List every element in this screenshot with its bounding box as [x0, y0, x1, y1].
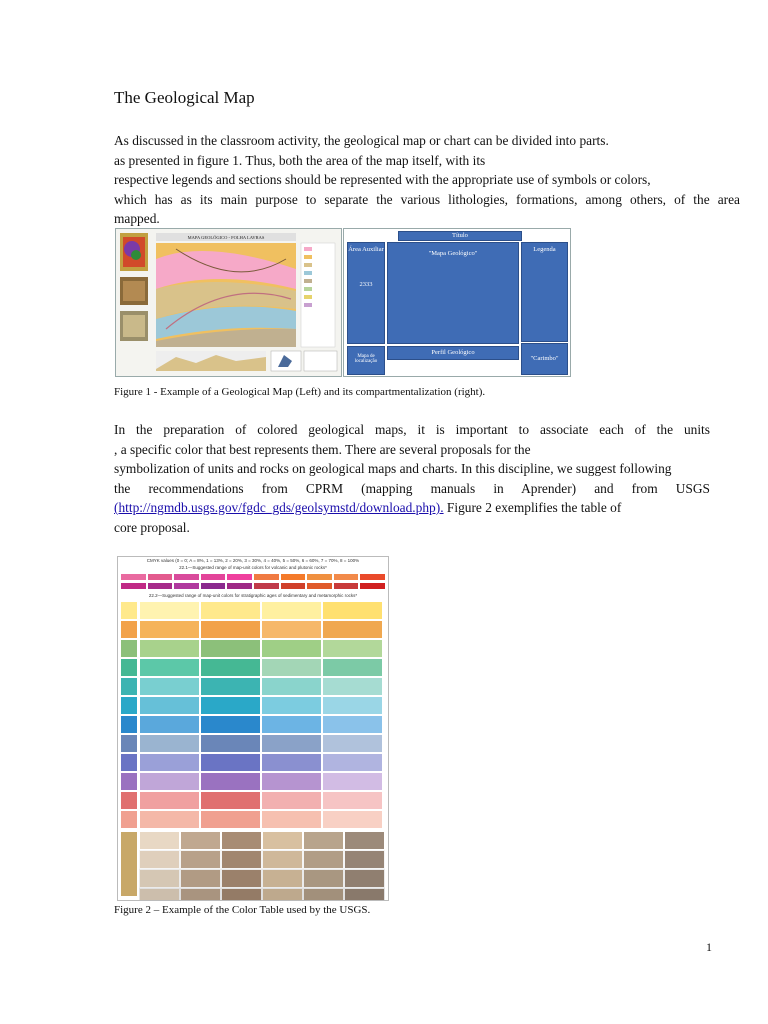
color-swatch: [120, 573, 147, 581]
color-swatch: [139, 658, 200, 677]
color-swatch: [200, 810, 261, 829]
usgs-link[interactable]: (http://ngmdb.usgs.gov/fgdc_gds/geolsymstd/download.php).: [114, 500, 444, 515]
color-swatch: [322, 677, 383, 696]
text-line: the recommendations from CPRM (mapping manuals in Aprender) and from USGS: [114, 480, 710, 496]
period-swatch: [120, 658, 138, 677]
perfil-geologico-label: Perfil Geológico: [431, 349, 475, 356]
figure2-caption: Figure 2 – Example of the Color Table used by the USGS.: [114, 904, 371, 916]
period-swatch: [120, 810, 138, 829]
area-auxiliar-code: 2333: [359, 281, 373, 288]
color-swatch: [139, 734, 200, 753]
titulo-block: [398, 231, 522, 241]
color-swatch: [261, 772, 322, 791]
color-swatch: [253, 582, 280, 590]
mapa-geologico-label: "Mapa Geológico": [428, 250, 478, 257]
color-swatch: [262, 831, 303, 850]
color-swatch: [322, 601, 383, 620]
color-swatch: [306, 573, 333, 581]
color-swatch: [303, 888, 344, 901]
page-number: 1: [706, 940, 712, 954]
color-swatch: [344, 831, 385, 850]
period-swatch: [120, 620, 138, 639]
color-swatch: [200, 772, 261, 791]
color-swatch: [200, 734, 261, 753]
text-fragment: Figure 2 exemplifies the table of: [443, 500, 622, 515]
color-swatch: [322, 791, 383, 810]
color-swatch: [261, 734, 322, 753]
color-swatch: [322, 696, 383, 715]
color-swatch: [333, 582, 360, 590]
color-swatch: [200, 753, 261, 772]
color-swatch: [303, 869, 344, 888]
color-swatch: [200, 601, 261, 620]
color-swatch: [261, 715, 322, 734]
color-swatch: [147, 582, 174, 590]
color-swatch: [139, 810, 200, 829]
color-swatch: [261, 677, 322, 696]
text-line: In the preparation of colored geological maps, it is important to associate each of the units: [114, 422, 710, 437]
legenda-label: Legenda: [533, 246, 556, 253]
text-line: [114, 498, 710, 518]
color-swatch: [261, 696, 322, 715]
text-line: core proposal.: [114, 519, 190, 535]
color-swatch: [120, 582, 147, 590]
area-auxiliar-label: Área Auxiliar: [348, 246, 384, 253]
color-swatch: [200, 715, 261, 734]
color-swatch: [139, 639, 200, 658]
color-swatch: [261, 620, 322, 639]
color-swatch: [226, 573, 253, 581]
color-swatch: [139, 869, 180, 888]
text-line: , a specific color that best represents them. There are several proposals for the: [114, 441, 531, 457]
text-line: symbolization of units and rocks on geological maps and charts. In this discipline, we suggest following: [114, 461, 672, 476]
period-swatch: [120, 677, 138, 696]
legenda-block: [521, 242, 568, 342]
color-swatch: [262, 888, 303, 901]
period-swatch: [120, 715, 138, 734]
color-table-section-2: 22.2—Suggested range of map-unit colors for stratigraphic ages of sedimentary and metamorphic rocks*: [148, 593, 358, 598]
color-swatch: [261, 791, 322, 810]
period-swatch: [120, 772, 138, 791]
second-paragraph: [114, 420, 710, 537]
geological-map-image: [115, 228, 342, 377]
color-swatch: [180, 869, 221, 888]
text-line: which has as its main purpose to separate the various lithologies, formations, among others, of the area: [114, 191, 740, 207]
color-swatch: [200, 677, 261, 696]
color-swatch: [200, 573, 227, 581]
usgs-color-table-image: [117, 556, 389, 901]
color-swatch: [200, 791, 261, 810]
color-swatch: [200, 696, 261, 715]
color-swatch: [173, 582, 200, 590]
map-title: MAPA GEOLÓGICO - FOLHA LAVRAS: [187, 235, 265, 240]
color-swatch: [359, 573, 386, 581]
page-title: The Geological Map: [114, 88, 255, 107]
color-swatch: [221, 869, 262, 888]
color-swatch: [139, 677, 200, 696]
color-swatch: [322, 620, 383, 639]
text-line: As discussed in the classroom activity, the geological map or chart can be divided into parts.: [114, 133, 609, 148]
color-swatch: [139, 753, 200, 772]
color-swatch: [303, 850, 344, 869]
color-swatch: [180, 831, 221, 850]
period-swatch: [120, 696, 138, 715]
color-swatch: [359, 582, 386, 590]
color-swatch: [261, 753, 322, 772]
color-swatch: [180, 850, 221, 869]
perfil-geologico-block: [387, 346, 519, 360]
color-swatch: [200, 582, 227, 590]
carimbo-block: [521, 343, 568, 375]
color-swatch: [139, 620, 200, 639]
color-swatch: [262, 850, 303, 869]
color-swatch: [261, 601, 322, 620]
color-swatch: [322, 715, 383, 734]
color-swatch: [261, 658, 322, 677]
color-swatch: [322, 772, 383, 791]
period-swatch: [120, 753, 138, 772]
color-swatch: [200, 658, 261, 677]
period-swatch: [120, 601, 138, 620]
color-swatch: [322, 753, 383, 772]
period-swatch: [120, 831, 138, 897]
color-swatch: [200, 620, 261, 639]
color-table-section-1: 22.1—Suggested range of map-unit colors for volcanic and plutonic rocks*: [179, 565, 327, 570]
color-swatch: [139, 888, 180, 901]
color-swatch: [262, 869, 303, 888]
color-swatch: [139, 850, 180, 869]
color-swatch: [221, 831, 262, 850]
area-auxiliar-block: [347, 242, 385, 344]
color-table-header: CMYK values (0 = 0; A = 8%, 1 = 13%, 2 = 20%, 3 = 30%, 4 = 40%, 5 = 50%, 6 = 60%, 7 = 70%, 8 = 100%: [146, 558, 360, 563]
color-swatch: [139, 696, 200, 715]
color-swatch: [344, 850, 385, 869]
figure1-caption: Figure 1 - Example of a Geological Map (Left) and its compartmentalization (right).: [114, 386, 486, 398]
color-swatch: [322, 639, 383, 658]
color-swatch: [253, 573, 280, 581]
color-swatch: [139, 715, 200, 734]
text-line: mapped.: [114, 211, 160, 226]
carimbo-label: "Carimbo": [530, 355, 559, 362]
color-swatch: [306, 582, 333, 590]
color-swatch: [322, 810, 383, 829]
color-swatch: [261, 810, 322, 829]
text-line: respective legends and sections should be represented with the appropriate use of symbols or colors,: [114, 172, 651, 187]
mapa-localizacao-label: Mapa de localização: [354, 354, 378, 364]
period-swatch: [120, 791, 138, 810]
text-line: as presented in figure 1. Thus, both the area of the map itself, with its: [114, 152, 486, 168]
color-swatch: [322, 734, 383, 753]
color-swatch: [226, 582, 253, 590]
color-swatch: [344, 888, 385, 901]
color-swatch: [280, 573, 307, 581]
color-swatch: [322, 658, 383, 677]
period-swatch: [120, 639, 138, 658]
color-swatch: [221, 888, 262, 901]
color-swatch: [333, 573, 360, 581]
color-swatch: [303, 831, 344, 850]
color-swatch: [280, 582, 307, 590]
color-swatch: [344, 869, 385, 888]
color-swatch: [139, 831, 180, 850]
intro-paragraph: [114, 131, 740, 229]
titulo-label: Título: [452, 232, 468, 239]
color-swatch: [200, 639, 261, 658]
color-swatch: [261, 639, 322, 658]
color-swatch: [139, 601, 200, 620]
color-swatch: [139, 772, 200, 791]
color-swatch: [180, 888, 221, 901]
color-swatch: [139, 791, 200, 810]
color-swatch: [147, 573, 174, 581]
mapa-geologico-block: [387, 242, 519, 344]
mapa-localizacao-block: [347, 346, 385, 375]
map-layout-diagram: [343, 228, 571, 377]
color-swatch: [173, 573, 200, 581]
color-swatch: [221, 850, 262, 869]
period-swatch: [120, 734, 138, 753]
